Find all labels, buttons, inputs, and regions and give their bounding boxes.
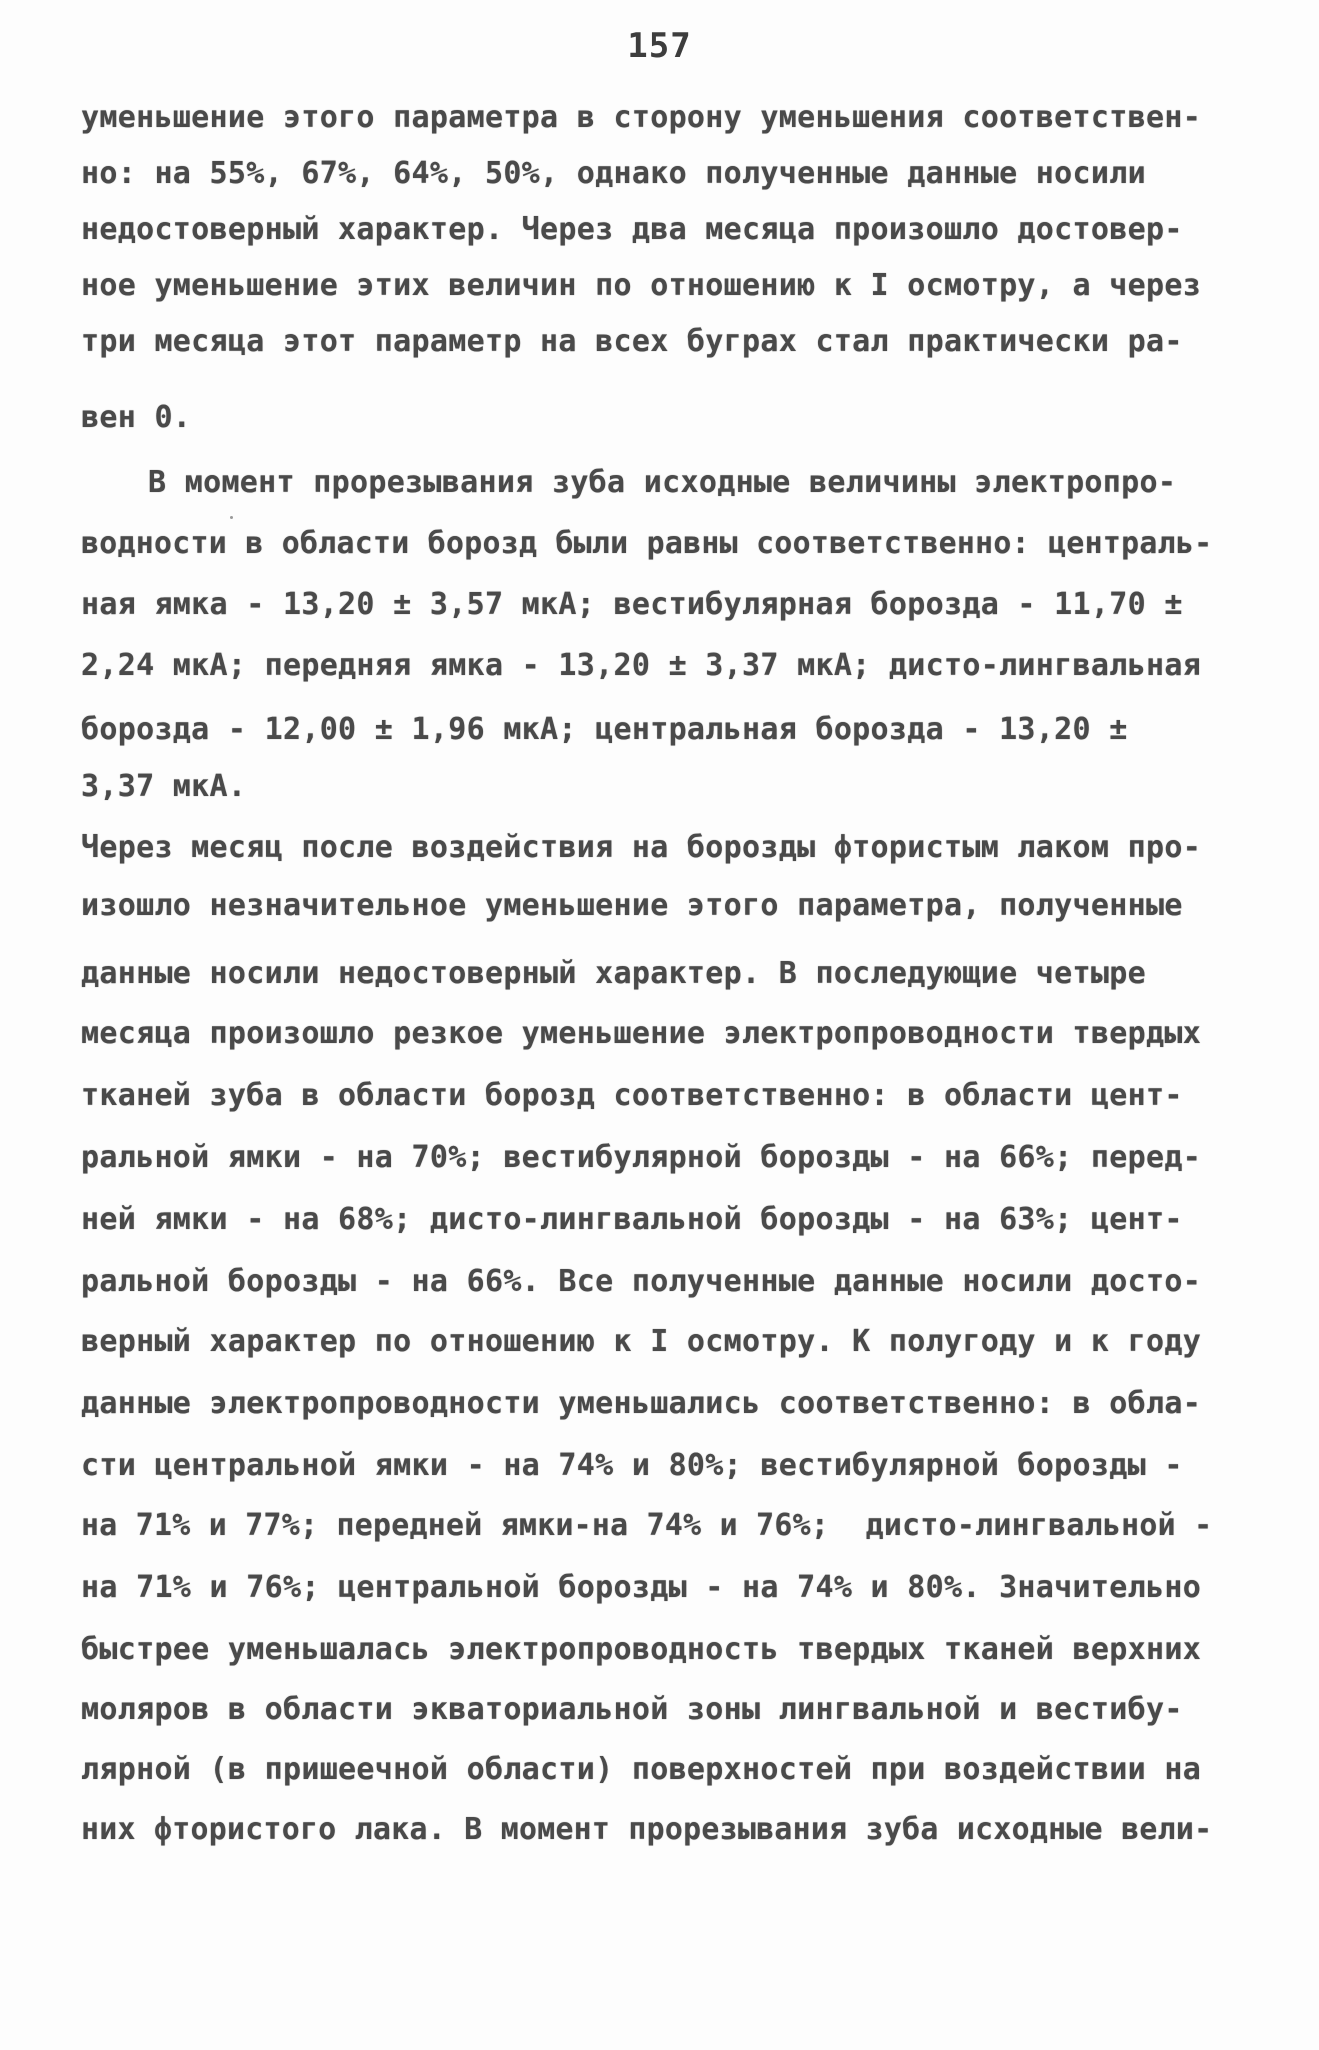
text-line: ная ямка - 13,20 ± 3,57 мкА; вестибулярная борозда - 11,70 ± xyxy=(81,587,1183,622)
text-line: верный характер по отношению к I осмотру. К полугоду и к году xyxy=(81,1324,1202,1359)
text-line: на 71% и 77%; передней ямки-на 74% и 76%; дисто-лингвальной - xyxy=(81,1508,1213,1543)
text-line: них фтористого лака. В момент прорезывания зуба исходные вели- xyxy=(81,1812,1213,1847)
text-line: сти центральной ямки - на 74% и 80%; вестибулярной борозды - xyxy=(81,1448,1183,1483)
text-line: 3,37 мкА. xyxy=(81,769,247,804)
text-line: недостоверный характер. Через два месяца произошло достовер- xyxy=(81,212,1183,247)
scan-speck xyxy=(230,516,233,519)
text-line: В момент прорезывания зуба исходные величины электропро- xyxy=(148,465,1177,500)
text-line: данные носили недостоверный характер. В последующие четыре xyxy=(81,956,1146,991)
text-line: ней ямки - на 68%; дисто-лингвальной борозды - на 63%; цент- xyxy=(81,1202,1183,1237)
text-line: изошло незначительное уменьшение этого параметра, полученные xyxy=(81,888,1183,923)
text-line: 2,24 мкА; передняя ямка - 13,20 ± 3,37 мкА; дисто-лингвальная xyxy=(81,648,1202,683)
text-line: вен 0. xyxy=(81,400,192,435)
text-line: ральной борозды - на 66%. Все полученные данные носили досто- xyxy=(81,1264,1202,1299)
text-line: месяца произошло резкое уменьшение электропроводности твердых xyxy=(81,1016,1202,1051)
text-line: моляров в области экваториальной зоны лингвальной и вестибу- xyxy=(81,1692,1183,1727)
text-line: ральной ямки - на 70%; вестибулярной борозды - на 66%; перед- xyxy=(81,1140,1202,1175)
text-line: уменьшение этого параметра в сторону уменьшения соответствен- xyxy=(81,100,1202,135)
text-line: быстрее уменьшалась электропроводность твердых тканей верхних xyxy=(81,1632,1202,1667)
text-line: тканей зуба в области борозд соответственно: в области цент- xyxy=(81,1078,1183,1113)
page-number: 157 xyxy=(627,26,692,66)
text-line: три месяца этот параметр на всех буграх стал практически ра- xyxy=(81,324,1183,359)
text-line: но: на 55%, 67%, 64%, 50%, однако полученные данные носили xyxy=(81,156,1146,191)
text-line: лярной (в пришеечной области) поверхностей при воздействии на xyxy=(81,1752,1202,1787)
text-line: Через месяц после воздействия на борозды фтористым лаком про- xyxy=(81,830,1202,865)
text-line: данные электропроводности уменьшались соответственно: в обла- xyxy=(81,1386,1202,1421)
text-line: водности в области борозд были равны соответственно: централь- xyxy=(81,526,1213,561)
text-line: ное уменьшение этих величин по отношению к I осмотру, а через xyxy=(81,268,1202,303)
text-line: борозда - 12,00 ± 1,96 мкА; центральная борозда - 13,20 ± xyxy=(81,712,1128,747)
text-line: на 71% и 76%; центральной борозды - на 74% и 80%. Значительно xyxy=(81,1570,1202,1605)
